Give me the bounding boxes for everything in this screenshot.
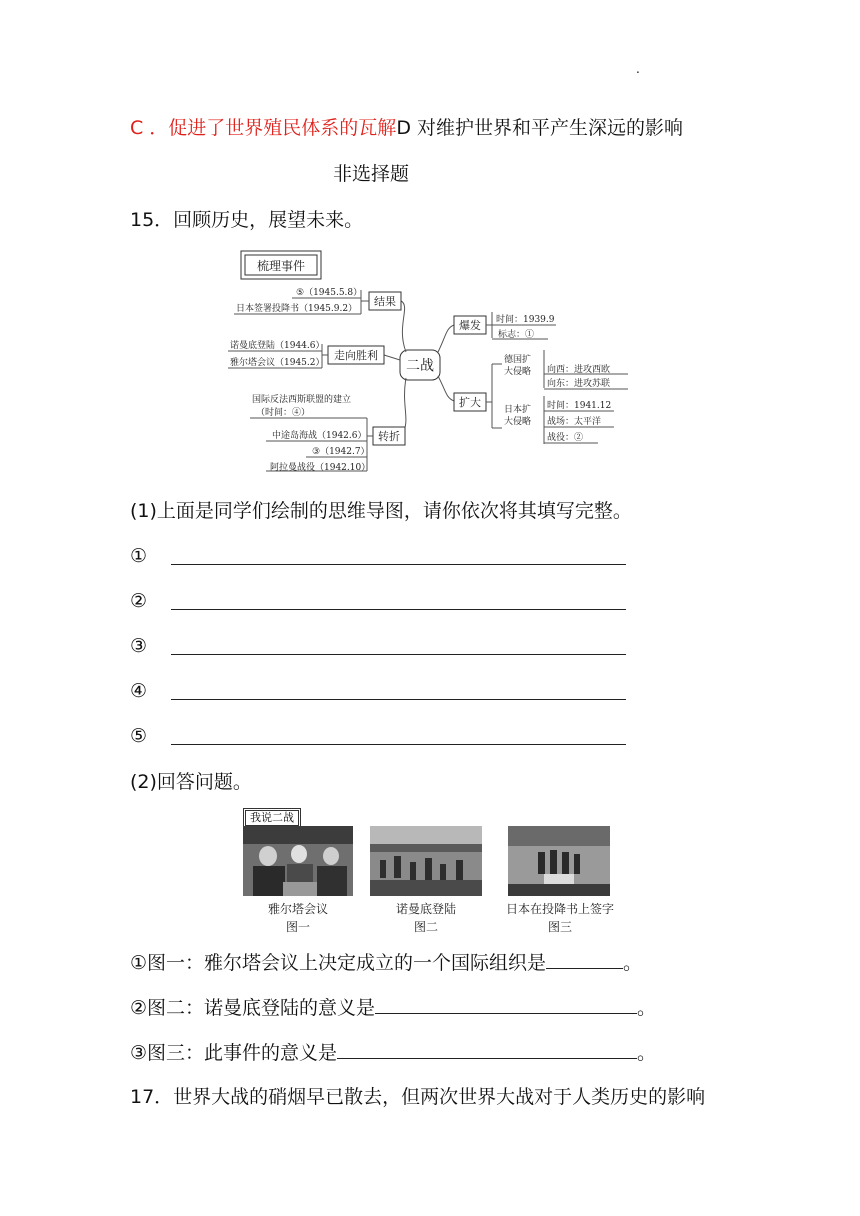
- photo-sub: 图一: [285, 920, 310, 934]
- outbreak-item: 时间：1939.9: [496, 315, 555, 325]
- photo-caption: 雅尔塔会议: [267, 902, 328, 916]
- germany-item: 向西：进攻西欧: [547, 365, 611, 375]
- japan-item: 战役：②: [547, 433, 584, 443]
- mindmap-center: 二战: [406, 358, 434, 374]
- japan-label: 日本扩: [504, 405, 532, 415]
- question-row: [130, 995, 656, 1020]
- answer-blank[interactable]: [171, 546, 626, 565]
- outbreak-item: 标志：①: [498, 330, 535, 340]
- q1-prompt: (1)上面是同学们绘制的思维导图，请你依次将其填写完整。: [130, 500, 632, 522]
- option-d: D 对维护世界和平产生深远的影响: [396, 117, 683, 139]
- question-end: 。: [623, 952, 643, 974]
- option-line: [130, 116, 683, 140]
- mind-map: [226, 246, 630, 476]
- mindmap-result: 结果: [374, 295, 396, 308]
- answer-blank[interactable]: [546, 950, 623, 969]
- blank-number: ④: [130, 680, 148, 702]
- question-end: 。: [637, 997, 657, 1019]
- germany-item: 向东：进攻苏联: [547, 379, 611, 389]
- mindmap-turn: 转折: [378, 430, 400, 443]
- photo-caption: 日本在投降书上签字: [505, 902, 614, 916]
- photo-sub: 图三: [547, 920, 572, 934]
- blank-number: ①: [130, 545, 148, 567]
- q15-title: 15．回顾历史，展望未来。: [130, 209, 364, 231]
- blank-row: [130, 544, 147, 568]
- mindmap-outbreak: 爆发: [459, 319, 481, 332]
- photo-surrender: [508, 826, 610, 896]
- question-row: [130, 950, 642, 975]
- mindmap-header: 梳理事件: [256, 259, 306, 273]
- question-end: 。: [637, 1042, 657, 1064]
- question-text: ②图二：诺曼底登陆的意义是: [130, 997, 376, 1019]
- q17-text: 17．世界大战的硝烟早已散去，但两次世界大战对于人类历史的影响: [130, 1086, 706, 1108]
- result-item: 日本签署投降书（1945.9.2）: [236, 304, 358, 314]
- photo-normandy: [370, 826, 482, 896]
- photos-label-frame: [243, 808, 301, 828]
- result-item: ⑤（1945.5.8）: [296, 288, 363, 298]
- japan-item: 战场：太平洋: [547, 417, 602, 427]
- q2-prompt: (2)回答问题。: [130, 771, 252, 793]
- question-text: ③图三：此事件的意义是: [130, 1042, 338, 1064]
- photo-yalta: [243, 826, 353, 896]
- section-title: 非选择题: [333, 163, 410, 185]
- answer-blank[interactable]: [171, 726, 626, 745]
- option-c: C ．促进了世界殖民体系的瓦解: [130, 117, 397, 139]
- photo-sub: 图二: [413, 920, 438, 934]
- japan-label: 大侵略: [504, 417, 532, 427]
- turn-item: 国际反法西斯联盟的建立: [252, 395, 352, 405]
- japan-item: 时间：1941.12: [547, 401, 612, 411]
- answer-blank[interactable]: [171, 591, 626, 610]
- victory-item: 诺曼底登陆（1944.6）: [230, 341, 325, 351]
- blank-number: ③: [130, 635, 148, 657]
- blank-row: [130, 589, 147, 613]
- top-dot: .: [636, 62, 640, 76]
- photos-label: 我说二战: [245, 810, 299, 826]
- photo-caption: 诺曼底登陆: [395, 902, 456, 916]
- mindmap-victory: 走向胜利: [334, 349, 378, 362]
- question-row: [130, 1040, 656, 1065]
- mindmap-expand: 扩大: [459, 396, 481, 409]
- turn-item: 中途岛海战（1942.6）: [272, 431, 367, 441]
- turn-item: （时间：④）: [256, 408, 311, 418]
- blank-row: [130, 724, 147, 748]
- blank-row: [130, 679, 147, 703]
- blank-number: ⑤: [130, 725, 148, 747]
- germany-label: 大侵略: [504, 367, 532, 377]
- turn-item: ③（1942.7）: [312, 447, 370, 457]
- answer-blank[interactable]: [171, 681, 626, 700]
- blank-row: [130, 634, 147, 658]
- answer-blank[interactable]: [375, 995, 637, 1014]
- victory-item: 雅尔塔会议（1945.2）: [230, 358, 325, 368]
- answer-blank[interactable]: [171, 636, 626, 655]
- germany-label: 德国扩: [504, 355, 532, 365]
- question-text: ①图一：雅尔塔会议上决定成立的一个国际组织是: [130, 952, 547, 974]
- turn-item: 阿拉曼战役（1942.10）: [270, 463, 371, 473]
- blank-number: ②: [130, 590, 148, 612]
- answer-blank[interactable]: [337, 1040, 637, 1059]
